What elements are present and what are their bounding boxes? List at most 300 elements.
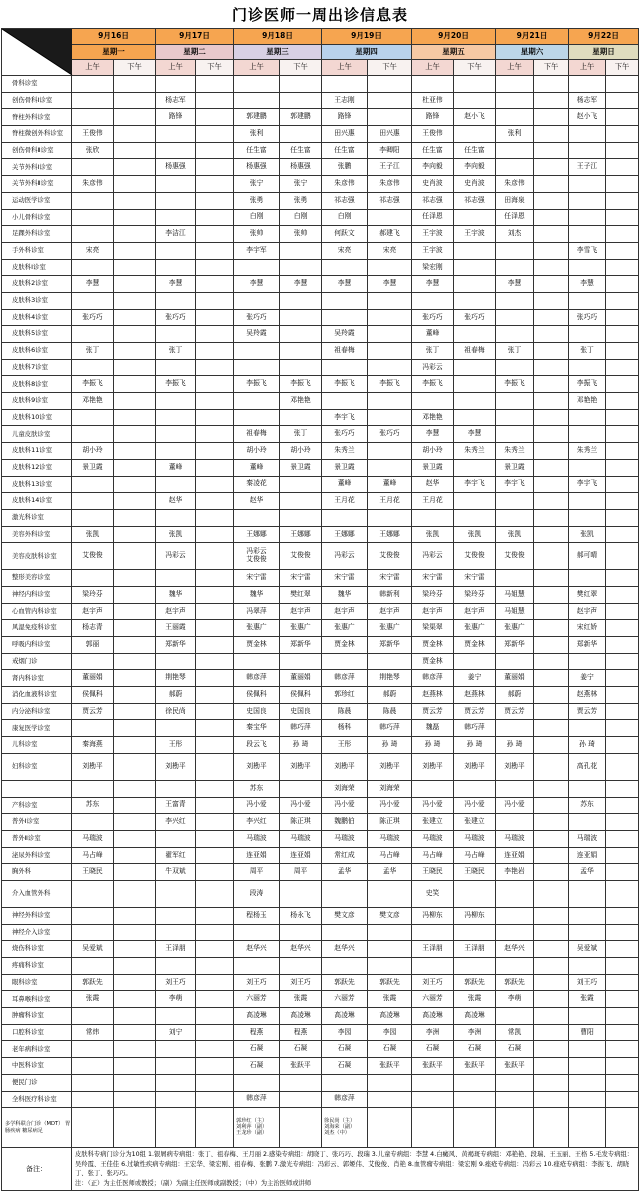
doctor-cell bbox=[454, 292, 496, 309]
doctor-cell bbox=[72, 907, 114, 924]
mdt-label: 多学科联合门诊（MDT） 胃肠疾病 糖尿病足 bbox=[2, 1108, 72, 1148]
doctor-cell bbox=[72, 1074, 114, 1091]
doctor-cell bbox=[280, 509, 322, 526]
department-row bbox=[2, 476, 639, 493]
doctor-cell bbox=[534, 376, 569, 393]
doctor-cell: 史国良 bbox=[234, 703, 280, 720]
doctor-cell: 张凯 bbox=[454, 526, 496, 543]
doctor-cell bbox=[196, 753, 234, 780]
doctor-cell bbox=[114, 493, 156, 510]
doctor-cell bbox=[534, 276, 569, 293]
doctor-cell bbox=[606, 703, 639, 720]
doctor-cell bbox=[72, 1008, 114, 1025]
doctor-cell: 王彤 bbox=[156, 737, 196, 754]
doctor-cell bbox=[114, 309, 156, 326]
doctor-cell bbox=[196, 476, 234, 493]
doctor-cell: 王娜娜 bbox=[234, 526, 280, 543]
doctor-cell bbox=[114, 570, 156, 587]
doctor-cell bbox=[72, 493, 114, 510]
doctor-cell bbox=[606, 1091, 639, 1108]
doctor-cell bbox=[454, 653, 496, 670]
doctor-cell: 冯小爱 bbox=[280, 797, 322, 814]
doctor-cell bbox=[606, 1058, 639, 1075]
department-name: 皮肤科2诊室 bbox=[2, 276, 72, 293]
department-name: 康复医学诊室 bbox=[2, 720, 72, 737]
doctor-cell: 王娜娜 bbox=[368, 526, 412, 543]
doctor-cell bbox=[114, 326, 156, 343]
doctor-cell bbox=[114, 426, 156, 443]
doctor-cell: 任泽恩 bbox=[412, 209, 454, 226]
weekday-header: 星期日 bbox=[569, 44, 639, 60]
doctor-cell bbox=[496, 720, 534, 737]
note-text: 皮肤科专病门诊分为10组 1.银屑病专病组：张丁、祖春梅、王月丽 2.感染专病组：胡晓丁、张巧巧、段瑞 3.儿童专病组：李慧 4.白癜风、黄褐斑专病组：邓艳艳、段瑞、王玉丽、王格 5.毛发专病组：吴羚霞、王佳佳 6.过敏性疾病专病组：王宏华、梁宏刚、祖春梅、张鹏 7.激光专病组：冯彩云、郭姬伟、艾俊俊、肖艳 8.血管瘤专病组：梁宏刚 9.痤疮专病组：冯彩云 10.痤疮专病组：李振飞、胡晓丁、张丁、张巧巧。 bbox=[75, 1151, 634, 1178]
doctor-cell bbox=[234, 509, 280, 526]
department-name: 疼痛科诊室 bbox=[2, 958, 72, 975]
doctor-cell: 史肖波 bbox=[412, 176, 454, 193]
doctor-cell: 赵燕林 bbox=[569, 687, 606, 704]
doctor-cell: 马瑞波 bbox=[454, 830, 496, 847]
doctor-cell bbox=[534, 209, 569, 226]
doctor-cell: 李园 bbox=[368, 1024, 412, 1041]
doctor-cell: 连亚娟 bbox=[234, 847, 280, 864]
doctor-cell bbox=[569, 326, 606, 343]
doctor-cell: 贾云芳 bbox=[569, 703, 606, 720]
doctor-cell bbox=[114, 864, 156, 881]
doctor-cell bbox=[368, 209, 412, 226]
doctor-cell bbox=[496, 814, 534, 831]
doctor-cell bbox=[72, 814, 114, 831]
doctor-cell bbox=[72, 426, 114, 443]
doctor-cell: 张巧巧 bbox=[368, 426, 412, 443]
doctor-cell: 牛双斌 bbox=[156, 864, 196, 881]
doctor-cell: 张勇 bbox=[280, 192, 322, 209]
doctor-cell bbox=[534, 586, 569, 603]
doctor-cell: 杨惠强 bbox=[156, 159, 196, 176]
doctor-cell: 景卫霞 bbox=[72, 459, 114, 476]
doctor-cell bbox=[496, 92, 534, 109]
doctor-cell: 冯彩云 bbox=[156, 543, 196, 570]
doctor-cell bbox=[196, 703, 234, 720]
department-row bbox=[2, 737, 639, 754]
department-row bbox=[2, 780, 639, 797]
department-name: 脊柱微创外科诊室 bbox=[2, 126, 72, 143]
department-name: 激光科诊室 bbox=[2, 509, 72, 526]
doctor-cell bbox=[196, 958, 234, 975]
doctor-cell bbox=[496, 359, 534, 376]
doctor-cell bbox=[114, 703, 156, 720]
doctor-cell bbox=[114, 753, 156, 780]
doctor-cell: 李向毅 bbox=[412, 159, 454, 176]
doctor-cell bbox=[196, 309, 234, 326]
doctor-cell bbox=[156, 907, 196, 924]
doctor-cell bbox=[280, 326, 322, 343]
doctor-cell: 祖春梅 bbox=[322, 343, 368, 360]
doctor-cell bbox=[569, 126, 606, 143]
doctor-cell: 杜亚伟 bbox=[412, 92, 454, 109]
doctor-cell: 王宇波 bbox=[412, 242, 454, 259]
doctor-cell: 李慧 bbox=[454, 426, 496, 443]
doctor-cell: 任泽恩 bbox=[496, 209, 534, 226]
doctor-cell: 樊红翠 bbox=[569, 586, 606, 603]
doctor-cell bbox=[496, 780, 534, 797]
doctor-cell bbox=[196, 126, 234, 143]
date-header: 9月20日 bbox=[412, 29, 496, 45]
doctor-cell bbox=[196, 226, 234, 243]
doctor-cell bbox=[496, 426, 534, 443]
weekday-header: 星期二 bbox=[156, 44, 234, 60]
doctor-cell bbox=[534, 974, 569, 991]
department-name: 皮肤科10诊室 bbox=[2, 409, 72, 426]
doctor-cell bbox=[196, 570, 234, 587]
doctor-cell: 王晓民 bbox=[412, 864, 454, 881]
doctor-cell: 连亚娟 bbox=[496, 847, 534, 864]
doctor-cell bbox=[196, 359, 234, 376]
department-row bbox=[2, 543, 639, 570]
weekday-header: 星期三 bbox=[234, 44, 322, 60]
doctor-cell: 任生富 bbox=[454, 142, 496, 159]
department-row bbox=[2, 359, 639, 376]
doctor-cell bbox=[606, 226, 639, 243]
doctor-cell: 赵华兴 bbox=[280, 941, 322, 958]
doctor-cell bbox=[412, 509, 454, 526]
doctor-cell: 张凯 bbox=[72, 526, 114, 543]
doctor-cell bbox=[569, 1108, 606, 1148]
doctor-cell: 王泽朋 bbox=[412, 941, 454, 958]
doctor-cell bbox=[606, 142, 639, 159]
doctor-cell bbox=[72, 720, 114, 737]
doctor-cell bbox=[156, 924, 196, 941]
doctor-cell: 宋宁雷 bbox=[234, 570, 280, 587]
doctor-cell: 马瑞波 bbox=[496, 830, 534, 847]
doctor-cell bbox=[534, 780, 569, 797]
doctor-cell: 马姐慧 bbox=[496, 586, 534, 603]
doctor-cell bbox=[534, 847, 569, 864]
doctor-cell bbox=[114, 924, 156, 941]
doctor-cell bbox=[606, 459, 639, 476]
doctor-cell bbox=[534, 142, 569, 159]
doctor-cell bbox=[496, 393, 534, 410]
doctor-cell bbox=[569, 76, 606, 93]
doctor-cell bbox=[114, 907, 156, 924]
doctor-cell: 孟华 bbox=[322, 864, 368, 881]
doctor-cell bbox=[534, 309, 569, 326]
afternoon-header: 下午 bbox=[196, 60, 234, 76]
note-label: 备注： bbox=[2, 1148, 72, 1191]
doctor-cell bbox=[454, 1074, 496, 1091]
department-row bbox=[2, 570, 639, 587]
weekday-header: 星期四 bbox=[322, 44, 412, 60]
department-row bbox=[2, 493, 639, 510]
department-name: 整形美容诊室 bbox=[2, 570, 72, 587]
doctor-cell bbox=[114, 192, 156, 209]
doctor-cell: 朱彦伟 bbox=[496, 176, 534, 193]
doctor-cell: 赵华兴 bbox=[496, 941, 534, 958]
department-name: 耳鼻喉科诊室 bbox=[2, 991, 72, 1008]
doctor-cell bbox=[496, 142, 534, 159]
doctor-cell bbox=[534, 1074, 569, 1091]
department-row bbox=[2, 259, 639, 276]
doctor-cell bbox=[280, 493, 322, 510]
doctor-cell: 常红成 bbox=[322, 847, 368, 864]
department-name: 儿科诊室 bbox=[2, 737, 72, 754]
doctor-cell bbox=[606, 603, 639, 620]
department-name: 便民门诊 bbox=[2, 1074, 72, 1091]
doctor-cell bbox=[72, 1091, 114, 1108]
doctor-cell bbox=[196, 409, 234, 426]
doctor-cell bbox=[368, 459, 412, 476]
doctor-cell bbox=[606, 526, 639, 543]
doctor-cell: 吴爱斌 bbox=[72, 941, 114, 958]
doctor-cell bbox=[114, 209, 156, 226]
doctor-cell bbox=[280, 259, 322, 276]
weekday-header: 星期五 bbox=[412, 44, 496, 60]
doctor-cell bbox=[72, 880, 114, 907]
department-name: 皮肤科6诊室 bbox=[2, 343, 72, 360]
doctor-cell bbox=[114, 276, 156, 293]
doctor-cell: 贾金林 bbox=[412, 653, 454, 670]
doctor-cell bbox=[534, 880, 569, 907]
doctor-cell: 石凝 bbox=[322, 1041, 368, 1058]
doctor-cell bbox=[196, 830, 234, 847]
doctor-cell: 田海泉 bbox=[496, 192, 534, 209]
doctor-cell: 张霞 bbox=[454, 991, 496, 1008]
department-name: 脊柱外科诊室 bbox=[2, 109, 72, 126]
doctor-cell bbox=[569, 907, 606, 924]
doctor-cell: 李园 bbox=[322, 1024, 368, 1041]
doctor-cell: 程燕 bbox=[234, 1024, 280, 1041]
doctor-cell bbox=[606, 92, 639, 109]
doctor-cell bbox=[114, 958, 156, 975]
doctor-cell bbox=[412, 958, 454, 975]
doctor-cell bbox=[156, 192, 196, 209]
doctor-cell bbox=[496, 326, 534, 343]
doctor-cell bbox=[322, 880, 368, 907]
doctor-cell bbox=[156, 76, 196, 93]
doctor-cell bbox=[280, 1091, 322, 1108]
doctor-cell: 李洲 bbox=[454, 1024, 496, 1041]
doctor-cell bbox=[606, 409, 639, 426]
doctor-cell bbox=[606, 991, 639, 1008]
doctor-cell: 荆艳琴 bbox=[156, 670, 196, 687]
doctor-cell bbox=[196, 991, 234, 1008]
doctor-cell: 刘勘平 bbox=[496, 753, 534, 780]
doctor-cell bbox=[569, 1041, 606, 1058]
department-name: 烧伤科诊室 bbox=[2, 941, 72, 958]
doctor-cell bbox=[569, 176, 606, 193]
doctor-cell: 魏鹏伯 bbox=[322, 814, 368, 831]
doctor-cell bbox=[534, 493, 569, 510]
doctor-cell bbox=[156, 242, 196, 259]
doctor-cell: 马占峰 bbox=[454, 847, 496, 864]
doctor-cell bbox=[534, 1041, 569, 1058]
doctor-cell bbox=[234, 292, 280, 309]
doctor-cell bbox=[114, 459, 156, 476]
doctor-cell bbox=[156, 409, 196, 426]
doctor-cell: 何跃文 bbox=[322, 226, 368, 243]
doctor-cell: 韩彦萍 bbox=[412, 670, 454, 687]
doctor-cell: 王晓民 bbox=[454, 864, 496, 881]
doctor-cell bbox=[196, 1024, 234, 1041]
doctor-cell bbox=[454, 459, 496, 476]
department-row bbox=[2, 292, 639, 309]
department-name: 皮肤科8诊室 bbox=[2, 376, 72, 393]
doctor-cell: 魏华 bbox=[322, 586, 368, 603]
doctor-cell bbox=[412, 924, 454, 941]
doctor-cell bbox=[569, 259, 606, 276]
doctor-cell bbox=[196, 1074, 234, 1091]
department-row bbox=[2, 924, 639, 941]
doctor-cell bbox=[606, 941, 639, 958]
doctor-cell bbox=[534, 476, 569, 493]
doctor-cell bbox=[412, 1074, 454, 1091]
doctor-cell: 高凌琳 bbox=[454, 1008, 496, 1025]
doctor-cell bbox=[368, 309, 412, 326]
doctor-cell bbox=[196, 376, 234, 393]
doctor-cell bbox=[534, 426, 569, 443]
doctor-cell bbox=[454, 209, 496, 226]
doctor-cell bbox=[72, 209, 114, 226]
doctor-cell bbox=[368, 880, 412, 907]
doctor-cell: 樊文彦 bbox=[368, 907, 412, 924]
doctor-cell: 石凝 bbox=[322, 1058, 368, 1075]
doctor-cell: 梁宏刚 bbox=[412, 259, 454, 276]
department-row bbox=[2, 1074, 639, 1091]
doctor-cell: 张惠广 bbox=[234, 620, 280, 637]
doctor-cell bbox=[534, 737, 569, 754]
doctor-cell: 胡小玲 bbox=[412, 443, 454, 460]
doctor-cell: 李慧 bbox=[412, 276, 454, 293]
doctor-cell bbox=[454, 259, 496, 276]
doctor-cell bbox=[606, 393, 639, 410]
doctor-cell bbox=[72, 259, 114, 276]
doctor-cell bbox=[534, 687, 569, 704]
doctor-cell bbox=[368, 393, 412, 410]
doctor-cell bbox=[534, 703, 569, 720]
doctor-cell: 高凌琳 bbox=[368, 1008, 412, 1025]
doctor-cell bbox=[496, 292, 534, 309]
department-row bbox=[2, 1041, 639, 1058]
doctor-cell bbox=[196, 1108, 234, 1148]
doctor-cell bbox=[368, 653, 412, 670]
department-row bbox=[2, 176, 639, 193]
doctor-cell: 李慧 bbox=[156, 276, 196, 293]
doctor-cell bbox=[196, 907, 234, 924]
doctor-cell bbox=[454, 924, 496, 941]
doctor-cell: 马瑞波 bbox=[569, 830, 606, 847]
doctor-cell: 郝蔚 bbox=[368, 687, 412, 704]
afternoon-header: 下午 bbox=[606, 60, 639, 76]
doctor-cell: 李振飞 bbox=[156, 376, 196, 393]
doctor-cell bbox=[114, 76, 156, 93]
doctor-cell bbox=[322, 359, 368, 376]
doctor-cell bbox=[280, 126, 322, 143]
doctor-cell: 樊红翠 bbox=[280, 586, 322, 603]
doctor-cell bbox=[569, 142, 606, 159]
doctor-cell: 李慧 bbox=[412, 426, 454, 443]
department-name: 介入血管外科 bbox=[2, 880, 72, 907]
doctor-cell: 王子江 bbox=[368, 159, 412, 176]
doctor-cell bbox=[606, 543, 639, 570]
department-row bbox=[2, 637, 639, 654]
doctor-cell bbox=[234, 393, 280, 410]
doctor-cell bbox=[156, 359, 196, 376]
doctor-cell bbox=[534, 259, 569, 276]
doctor-cell: 李振飞 bbox=[234, 376, 280, 393]
doctor-cell bbox=[156, 426, 196, 443]
doctor-cell bbox=[606, 276, 639, 293]
doctor-cell bbox=[606, 1108, 639, 1148]
department-row bbox=[2, 309, 639, 326]
doctor-cell bbox=[196, 92, 234, 109]
doctor-cell bbox=[114, 359, 156, 376]
afternoon-header: 下午 bbox=[114, 60, 156, 76]
doctor-cell bbox=[280, 309, 322, 326]
doctor-cell: 秦宝华 bbox=[234, 720, 280, 737]
doctor-cell: 赵燕林 bbox=[412, 687, 454, 704]
doctor-cell bbox=[72, 326, 114, 343]
doctor-cell: 张霞 bbox=[72, 991, 114, 1008]
doctor-cell bbox=[196, 509, 234, 526]
doctor-cell bbox=[114, 780, 156, 797]
doctor-cell bbox=[534, 126, 569, 143]
department-row bbox=[2, 526, 639, 543]
doctor-cell bbox=[606, 797, 639, 814]
doctor-cell: 赵宇声 bbox=[569, 603, 606, 620]
doctor-cell: 苏东 bbox=[234, 780, 280, 797]
department-name: 消化血液科诊室 bbox=[2, 687, 72, 704]
doctor-cell bbox=[569, 209, 606, 226]
doctor-cell: 周平 bbox=[280, 864, 322, 881]
doctor-cell bbox=[196, 847, 234, 864]
doctor-cell bbox=[368, 924, 412, 941]
doctor-cell bbox=[496, 1008, 534, 1025]
doctor-cell bbox=[368, 343, 412, 360]
doctor-cell: 朱秀兰 bbox=[322, 443, 368, 460]
doctor-cell bbox=[196, 176, 234, 193]
doctor-cell bbox=[569, 1091, 606, 1108]
doctor-cell: 张巧巧 bbox=[412, 309, 454, 326]
afternoon-header: 下午 bbox=[280, 60, 322, 76]
doctor-cell bbox=[569, 653, 606, 670]
doctor-cell: 宋宁雷 bbox=[368, 570, 412, 587]
doctor-cell bbox=[569, 924, 606, 941]
doctor-cell bbox=[114, 476, 156, 493]
doctor-cell bbox=[534, 343, 569, 360]
doctor-cell bbox=[534, 753, 569, 780]
doctor-cell: 王丽霞 bbox=[156, 620, 196, 637]
doctor-cell bbox=[606, 343, 639, 360]
doctor-cell bbox=[234, 359, 280, 376]
doctor-cell: 张凯 bbox=[156, 526, 196, 543]
doctor-cell: 赵宇声 bbox=[280, 603, 322, 620]
doctor-cell: 刘海荣 bbox=[322, 780, 368, 797]
doctor-cell bbox=[280, 409, 322, 426]
doctor-cell bbox=[156, 476, 196, 493]
doctor-cell bbox=[114, 687, 156, 704]
doctor-cell bbox=[156, 509, 196, 526]
doctor-cell bbox=[534, 159, 569, 176]
doctor-cell: 张跃平 bbox=[496, 1058, 534, 1075]
doctor-cell: 刘勘平 bbox=[280, 753, 322, 780]
doctor-cell: 白刚 bbox=[322, 209, 368, 226]
department-name: 妇科诊室 bbox=[2, 753, 72, 780]
department-row bbox=[2, 343, 639, 360]
doctor-cell: 侯佩科 bbox=[72, 687, 114, 704]
doctor-cell bbox=[234, 259, 280, 276]
doctor-cell bbox=[234, 653, 280, 670]
doctor-cell: 胡小玲 bbox=[72, 443, 114, 460]
doctor-cell bbox=[368, 92, 412, 109]
